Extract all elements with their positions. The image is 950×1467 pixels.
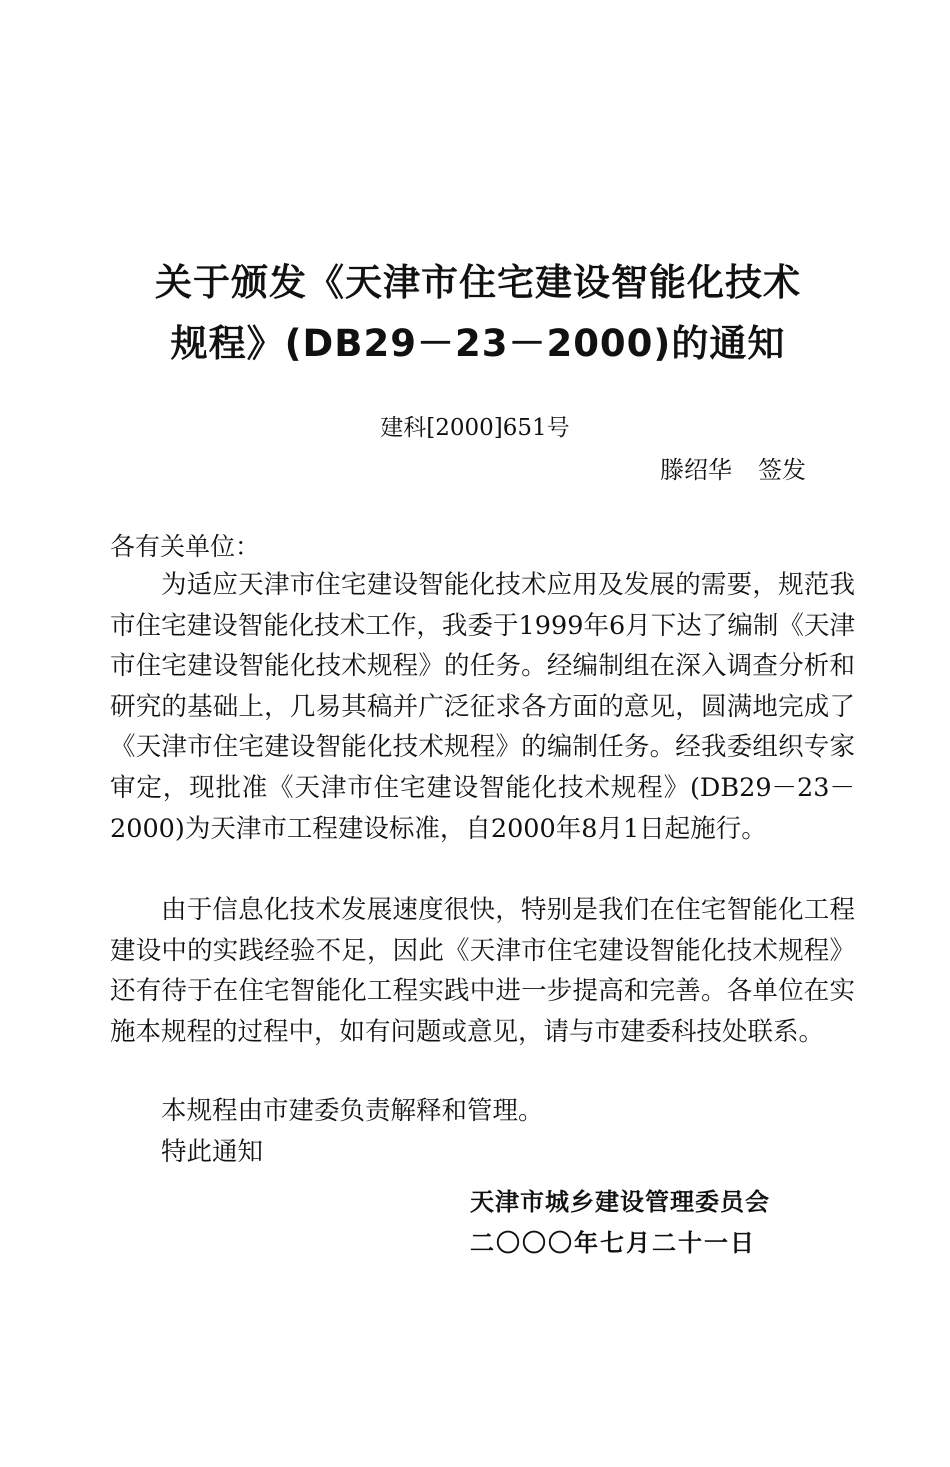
issue-date: 二〇〇〇年七月二十一日: [470, 1229, 756, 1257]
document-number: 建科[2000]651号: [380, 415, 570, 441]
signer-line: [660, 450, 806, 485]
body-paragraph-1: 为适应天津市住宅建设智能化技术应用及发展的需要，规范我市住宅建设智能化技术工作，我委于1999年6月下达了编制《天津市住宅建设智能化技术规程》的任务。经编制组在深入调查分析和研究的基础上，几易其稿并广泛征求各方面的意见，圆满地完成了《天津市住宅建设智能化技术规程》的编制任务。经我委组织专家审定，现批准《天津市住宅建设智能化技术规程》(DB29－23－2000)为天津市工程建设标准，自2000年8月1日起施行。: [110, 570, 855, 844]
body-paragraph-4: 特此通知: [161, 1137, 264, 1167]
signer-action: 签发: [758, 456, 806, 484]
body-paragraph-2: 由于信息化技术发展速度很快，特别是我们在住宅智能化工程建设中的实践经验不足，因此《天津市住宅建设智能化技术规程》还有待于在住宅智能化工程实践中进一步提高和完善。各单位在实施本规程的过程中，如有问题或意见，请与市建委科技处联系。: [110, 895, 855, 1047]
salutation: 各有关单位：: [110, 532, 261, 561]
signer-name: 滕绍华: [660, 456, 732, 484]
title-line-2: 规程》(DB29－23－2000)的通知: [170, 322, 786, 365]
body-paragraph-3: 本规程由市建委负责解释和管理。: [161, 1096, 544, 1126]
title-line-1: 关于颁发《天津市住宅建设智能化技术: [155, 261, 801, 304]
issuing-authority: 天津市城乡建设管理委员会: [470, 1188, 770, 1216]
